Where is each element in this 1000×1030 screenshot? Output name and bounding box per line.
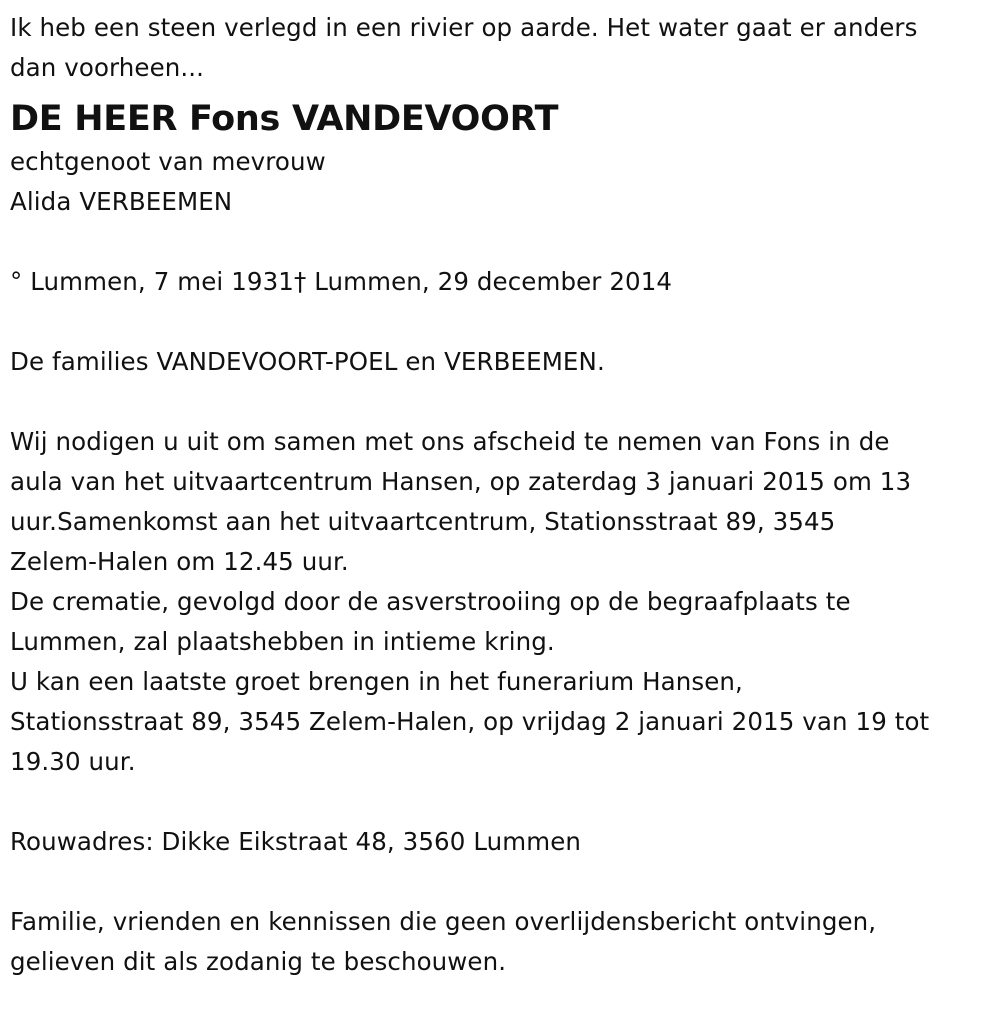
- motto-line-2: dan voorheen...: [10, 53, 205, 82]
- deceased-name: DE HEER Fons VANDEVOORT: [10, 99, 559, 139]
- spacer: [10, 222, 1000, 262]
- spacer: [10, 862, 1000, 902]
- motto-line-1: Ik heb een steen verlegd in een rivier op aarde. Het water gaat er anders: [10, 13, 918, 42]
- invitation-line: Stationsstraat 89, 3545 Zelem-Halen, op vrijdag 2 januari 2015 van 19 tot: [10, 707, 930, 736]
- closing-line-2: gelieven dit als zodanig te beschouwen.: [10, 947, 507, 976]
- spacer: [10, 302, 1000, 342]
- spouse-block: [10, 142, 1000, 222]
- spouse-line-1: echtgenoot van mevrouw: [10, 147, 326, 176]
- spouse-line-2: Alida VERBEEMEN: [10, 187, 233, 216]
- invitation-line: U kan een laatste groet brengen in het funerarium Hansen,: [10, 667, 743, 696]
- invitation-line: 19.30 uur.: [10, 747, 136, 776]
- invitation-line: Wij nodigen u uit om samen met ons afscheid te nemen van Fons in de: [10, 427, 890, 456]
- spacer: [10, 782, 1000, 822]
- invitation-line: uur.Samenkomst aan het uitvaartcentrum, Stationsstraat 89, 3545: [10, 507, 836, 536]
- invitation-line: Lummen, zal plaatshebben in intieme kring.: [10, 627, 555, 656]
- closing-block: [10, 902, 1000, 982]
- invitation-block: [10, 422, 1000, 782]
- deceased-name-block: [10, 88, 1000, 142]
- spacer: [10, 382, 1000, 422]
- families-line: De families VANDEVOORT-POEL en VERBEEMEN.: [10, 347, 605, 376]
- motto: [10, 8, 1000, 88]
- invitation-line: Zelem-Halen om 12.45 uur.: [10, 547, 349, 576]
- mourning-address: Rouwadres: Dikke Eikstraat 48, 3560 Lummen: [10, 827, 582, 856]
- invitation-line: De crematie, gevolgd door de asverstrooiing op de begraafplaats te: [10, 587, 851, 616]
- closing-line-1: Familie, vrienden en kennissen die geen overlijdensbericht ontvingen,: [10, 907, 877, 936]
- birth-death-dates: ° Lummen, 7 mei 1931† Lummen, 29 december 2014: [10, 267, 673, 296]
- invitation-line: aula van het uitvaartcentrum Hansen, op zaterdag 3 januari 2015 om 13: [10, 467, 912, 496]
